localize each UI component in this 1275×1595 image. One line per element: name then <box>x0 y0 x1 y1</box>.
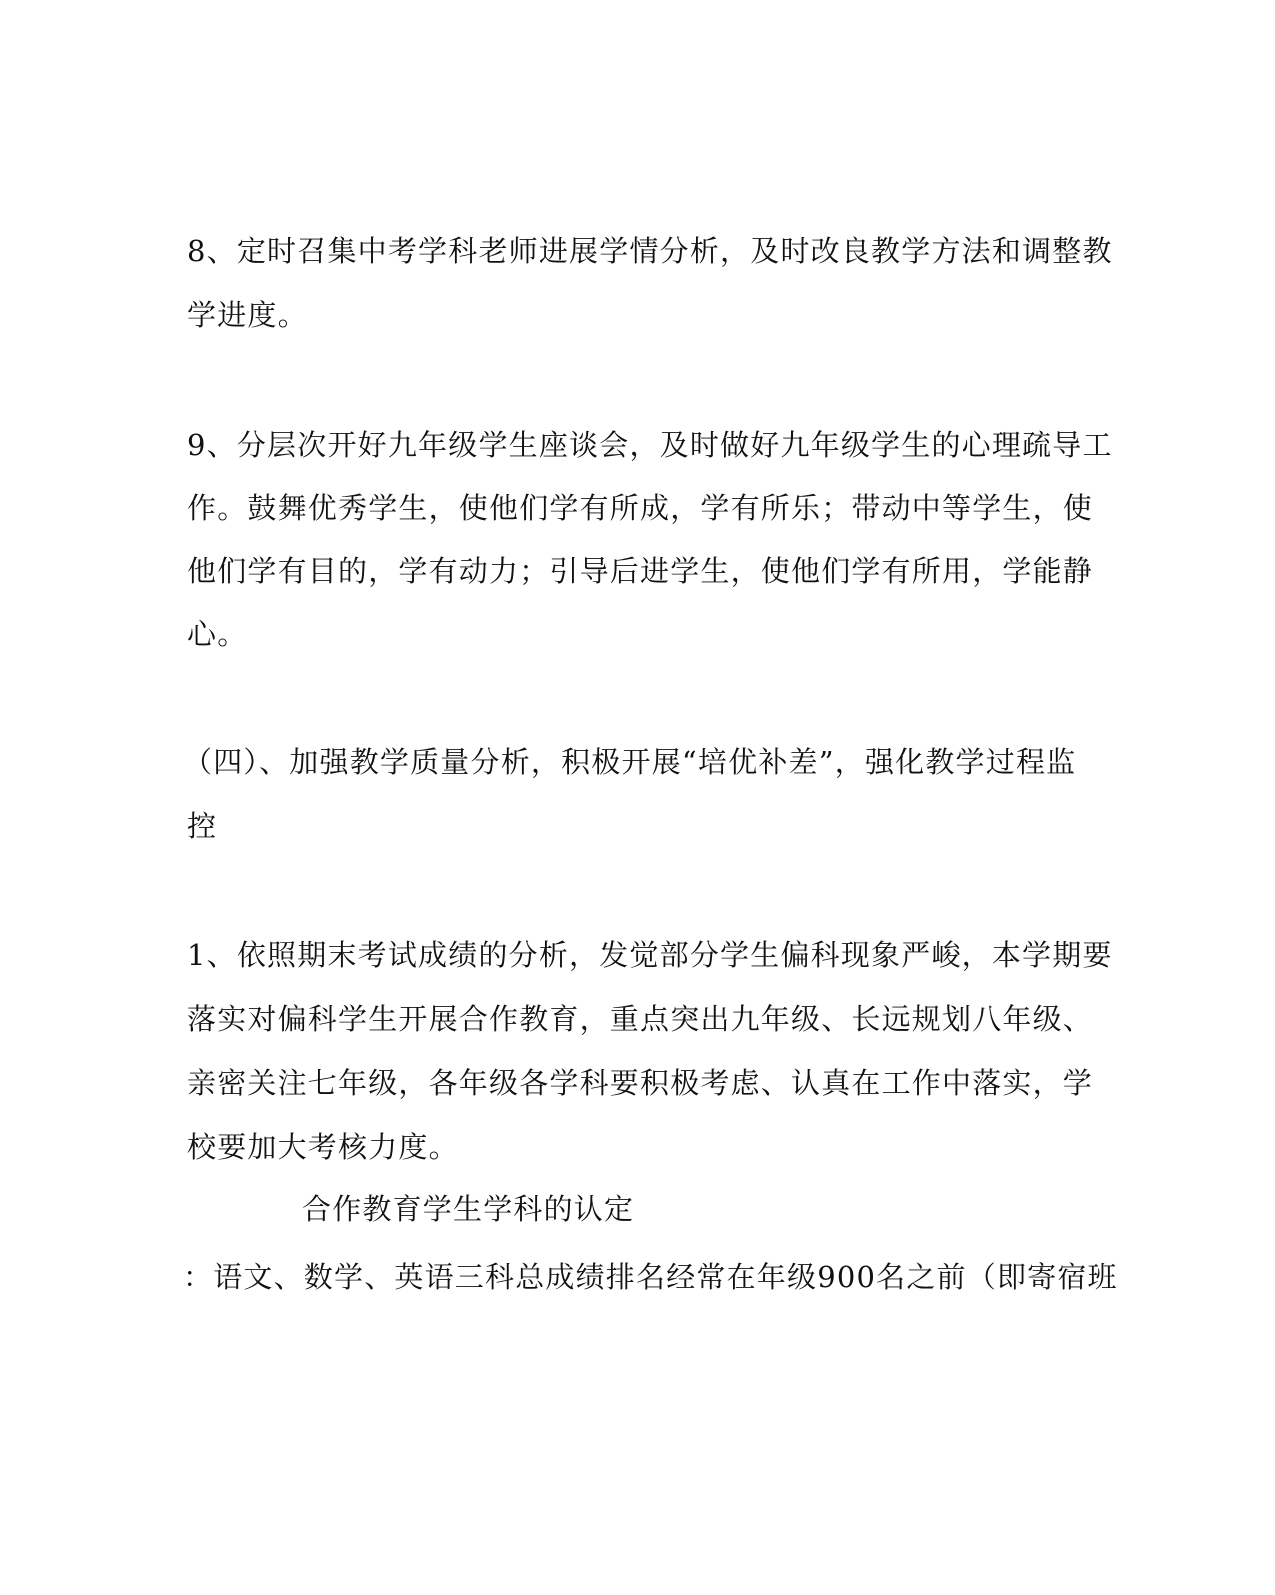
paragraph-1-line-1: 1、依照期末考试成绩的分析，发觉部分学生偏科现象严峻，本学期要 <box>187 938 1113 972</box>
criteria-line: ：语文、数学、英语三科总成绩排名经常在年级900名之前（即寄宿班 <box>183 1260 1118 1294</box>
paragraph-1-line-2: 落实对偏科学生开展合作教育，重点突出九年级、长远规划八年级、 <box>187 1002 1094 1036</box>
section-4-heading-line-2: 控 <box>187 809 218 843</box>
paragraph-9-line-3: 他们学有目的，学有动力；引导后进学生，使他们学有所用，学能静 <box>187 554 1094 588</box>
paragraph-1-line-4: 校要加大考核力度。 <box>187 1130 459 1164</box>
paragraph-1-line-3: 亲密关注七年级，各年级各学科要积极考虑、认真在工作中落实，学 <box>187 1066 1094 1100</box>
paragraph-9-line-4: 心。 <box>187 617 248 651</box>
paragraph-8-line-2: 学进度。 <box>187 298 308 332</box>
paragraph-9-line-1: 9、分层次开好九年级学生座谈会，及时做好九年级学生的心理疏导工 <box>187 428 1113 462</box>
subheading-cooperative-education: 合作教育学生学科的认定 <box>302 1192 635 1226</box>
paragraph-8-line-1: 8、定时召集中考学科老师进展学情分析，及时改良教学方法和调整教 <box>187 234 1113 268</box>
section-4-heading-line-1: （四）、加强教学质量分析，积极开展“培优补差”，强化教学过程监 <box>183 745 1077 779</box>
paragraph-9-line-2: 作。鼓舞优秀学生，使他们学有所成，学有所乐；带动中等学生，使 <box>187 491 1094 525</box>
